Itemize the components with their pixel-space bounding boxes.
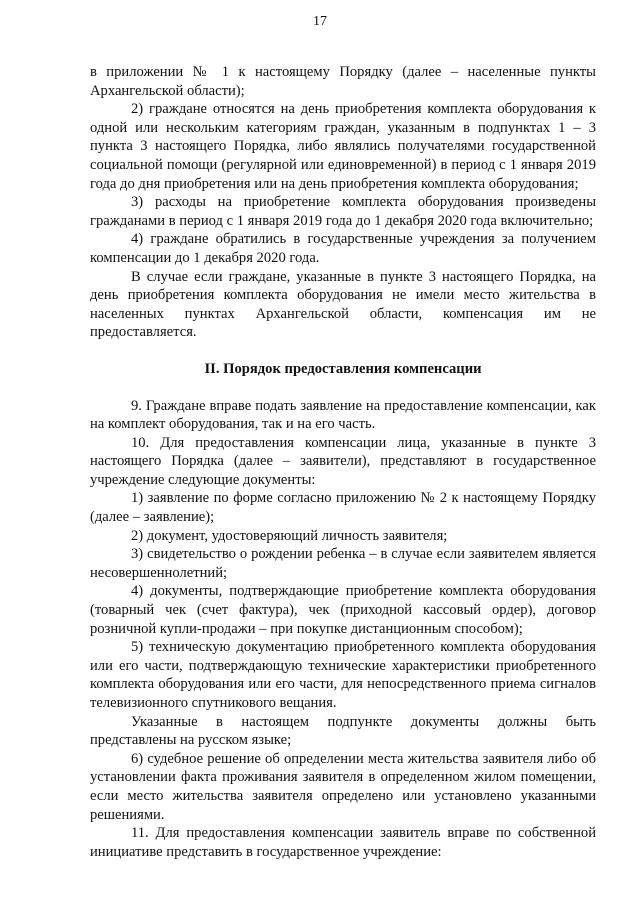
clause-10-item-3: 3) свидетельство о рождении ребенка – в случае если заявителем является несовершеннолетний; [90, 546, 596, 581]
clause-10-note: Указанные в настоящем подпункте документы должны быть представлены на русском языке; [90, 713, 596, 749]
clause-10-item-4: 4) документы, подтверждающие приобретение комплекта оборудования (товарный чек (счет фактура), чек (приходной кассовый ордер), договор розничной купли-продажи – при покупке дистанционным способом); [90, 583, 596, 637]
clause-9: 9. Граждане вправе подать заявление на предоставление компенсации, как на комплект оборудования, так и на его часть. [90, 397, 596, 433]
clause-10: 10. Для предоставления компенсации лица, указанные в пункте 3 настоящего Порядка (далее – заявители), представляют в государственное учреждение следующие документы: [90, 434, 596, 488]
clause-11: 11. Для предоставления компенсации заявитель вправе по собственной инициативе представить в государственное учреждение: [90, 825, 596, 860]
clause-10-item-6: 6) судебное решение об определении места жительства заявителя либо об установлении факта проживания заявителя в определенном жилом помещении, если место жительства заявителя определено или установлено указанными решениями. [90, 750, 596, 823]
list-item-2: 2) граждане относятся на день приобретения комплекта оборудования к одной или нескольким категориям граждан, указанным в подпунктах 1 – 3 пункта 3 настоящего Порядка, либо являлись получателями государственной социальной помощи (регулярной или единовременной) в период с 1 января 2019 года до дня приобретения или на день приобретения комплекта оборудования; [90, 101, 596, 192]
clause-10-item-1: 1) заявление по форме согласно приложению № 2 к настоящему Порядку (далее – заявление); [90, 490, 596, 526]
clause-10-item-5: 5) техническую документацию приобретенного комплекта оборудования или его части, подтверждающую технические характеристики приобретенного комплекта оборудования или его части, для непосредственного приема сигналов телевизионного спутникового вещания. [90, 639, 596, 711]
paragraph-continuation: в приложении № 1 к настоящему Порядку (далее – населенные пункты Архангельской области); [90, 64, 596, 99]
section-heading: II. Порядок предоставления компенсации [204, 360, 482, 377]
list-item-4: 4) граждане обратились в государственные учреждения за получением компенсации до 1 декабря 2020 года. [90, 231, 596, 266]
document-body [90, 63, 596, 861]
page-number: 17 [313, 14, 327, 29]
paragraph-exception: В случае если граждане, указанные в пункте 3 настоящего Порядка, на день приобретения комплекта оборудования не имели место жительства в населенных пунктах Архангельской области, компенсация им не предоставляется. [90, 268, 596, 341]
list-item-3: 3) расходы на приобретение комплекта оборудования произведены гражданами в период с 1 января 2019 года до 1 декабря 2020 года включительно; [90, 194, 596, 229]
clause-10-item-2: 2) документ, удостоверяющий личность заявителя; [131, 527, 448, 544]
